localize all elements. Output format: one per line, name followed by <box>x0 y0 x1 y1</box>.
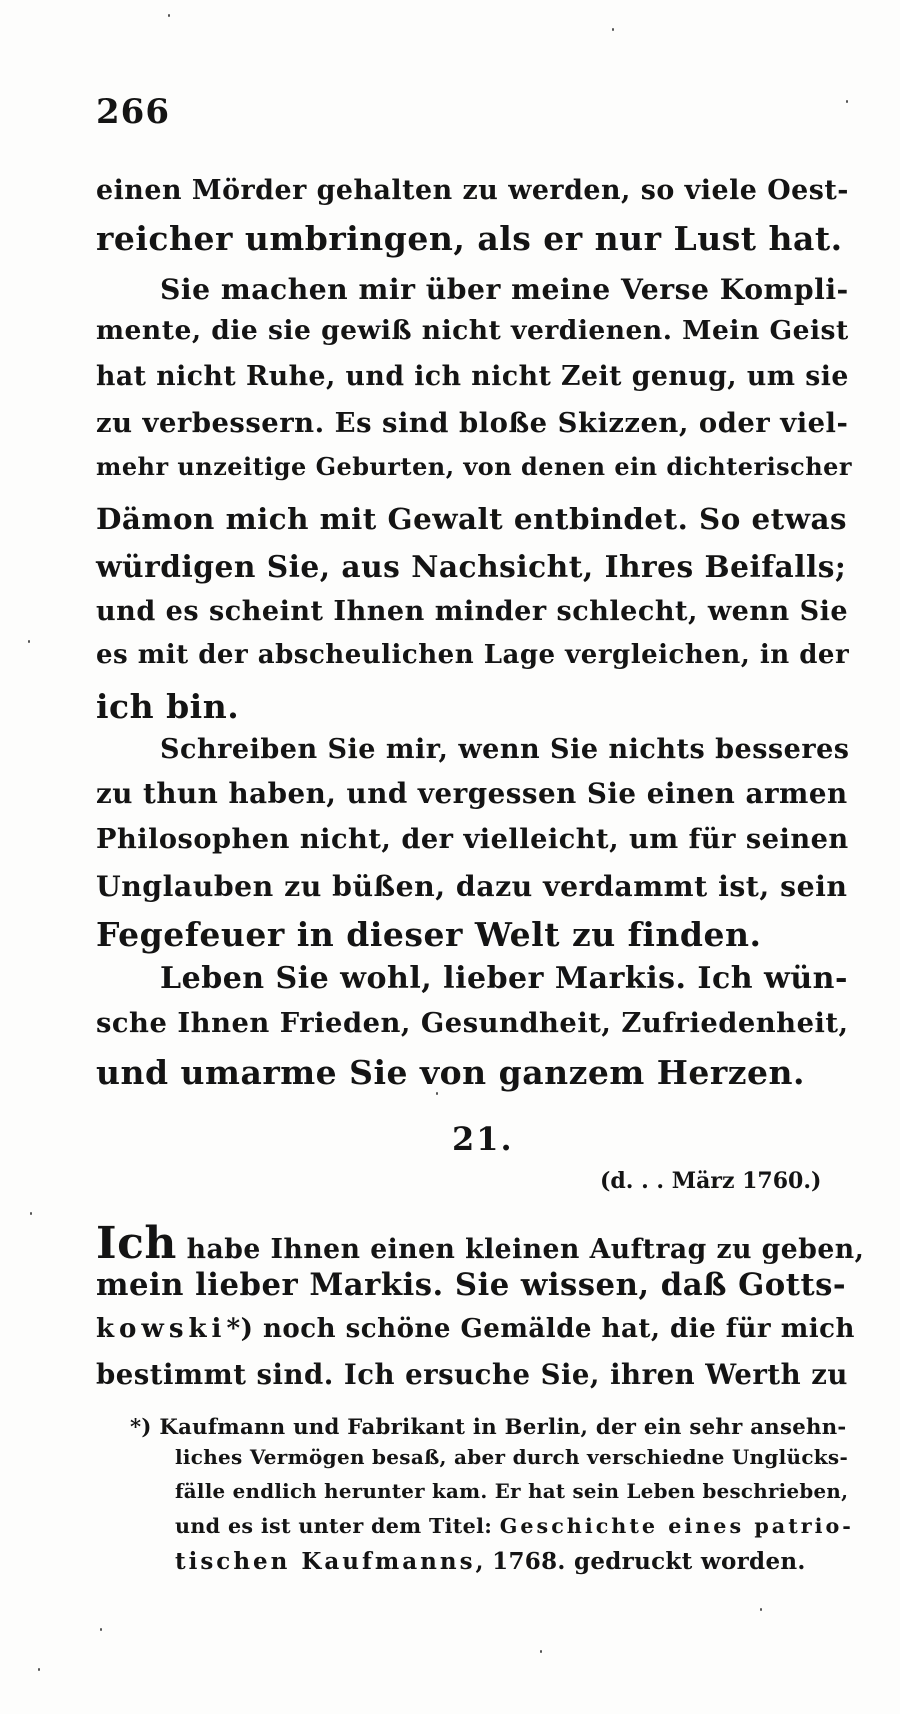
letter-number: 21. <box>452 1120 514 1158</box>
letter-dateline: (d. . . März 1760.) <box>600 1168 822 1194</box>
text-span: , 1768. gedruckt worden. <box>475 1548 806 1575</box>
text-span: *) noch schöne Gemälde hat, die für mich <box>226 1314 855 1344</box>
text-line: hat nicht Ruhe, und ich nicht Zeit genug, um sie <box>96 361 849 392</box>
text-span: habe Ihnen einen kleinen Auftrag zu geben, <box>176 1234 865 1265</box>
text-line: Leben Sie wohl, lieber Markis. Ich wün- <box>160 961 848 996</box>
text-span: Kaufmann und Fabrikant in Berlin, der ein sehr ansehn- <box>159 1414 847 1439</box>
text-line: Dämon mich mit Gewalt entbindet. So etwas <box>96 501 847 536</box>
text-line: Schreiben Sie mir, wenn Sie nichts besseres <box>160 734 850 765</box>
scan-speck <box>38 1668 40 1671</box>
text-line: es mit der abscheulichen Lage vergleichen, in der <box>96 640 850 670</box>
initial-word: Ich <box>96 1218 177 1269</box>
footnote-line: fälle endlich herunter kam. Er hat sein Leben beschrieben, <box>175 1479 849 1503</box>
text-line: einen Mörder gehalten zu werden, so viele Oest- <box>96 175 849 206</box>
spaced-name: kowski <box>96 1314 227 1344</box>
text-line <box>96 1316 856 1342</box>
text-line: bestimmt sind. Ich ersuche Sie, ihren Werth zu <box>96 1359 848 1391</box>
text-line: zu thun haben, und vergessen Sie einen armen <box>96 777 848 810</box>
text-span: und es ist unter dem Titel: <box>175 1514 500 1538</box>
text-line: Fegefeuer in dieser Welt zu finden. <box>96 915 762 954</box>
text-line <box>96 1218 865 1269</box>
text-line: Philosophen nicht, der vielleicht, um für seinen <box>96 823 849 855</box>
footnote-line: liches Vermögen besaß, aber durch verschiedne Unglücks- <box>175 1445 849 1469</box>
text-line: sche Ihnen Frieden, Gesundheit, Zufriedenheit, <box>96 1007 849 1039</box>
scan-speck <box>436 1092 438 1095</box>
footnote-line <box>130 1416 847 1437</box>
scan-speck <box>100 1628 102 1631</box>
text-line: Sie machen mir über meine Verse Kompli- <box>160 273 849 306</box>
scan-speck <box>760 1608 762 1611</box>
text-line: mein lieber Markis. Sie wissen, daß Gotts- <box>96 1267 847 1303</box>
spaced-title: Geschichte eines patrio- <box>499 1514 854 1538</box>
text-line: zu verbessern. Es sind bloße Skizzen, oder viel- <box>96 407 849 439</box>
footnote-line <box>175 1550 806 1573</box>
footnote-line <box>175 1516 854 1537</box>
scan-speck <box>30 1212 32 1215</box>
text-line: würdigen Sie, aus Nachsicht, Ihres Beifalls; <box>96 549 847 584</box>
scan-speck <box>612 28 614 31</box>
scan-speck <box>168 14 170 17</box>
text-line: Unglauben zu büßen, dazu verdammt ist, sein <box>96 869 848 903</box>
text-line: mente, die sie gewiß nicht verdienen. Mein Geist <box>96 315 849 346</box>
text-line: reicher umbringen, als er nur Lust hat. <box>96 219 843 258</box>
text-line: und es scheint Ihnen minder schlecht, wenn Sie <box>96 596 849 627</box>
scan-speck <box>846 100 848 103</box>
scan-speck <box>540 1650 542 1653</box>
spaced-title: tischen Kaufmanns <box>175 1548 476 1575</box>
footnote-marker: *) <box>130 1414 152 1439</box>
text-line: ich bin. <box>96 687 240 726</box>
text-line: mehr unzeitige Geburten, von denen ein dichterischer <box>96 453 852 481</box>
scan-speck <box>28 640 30 643</box>
text-line: und umarme Sie von ganzem Herzen. <box>96 1053 806 1092</box>
page-number: 266 <box>96 92 170 132</box>
